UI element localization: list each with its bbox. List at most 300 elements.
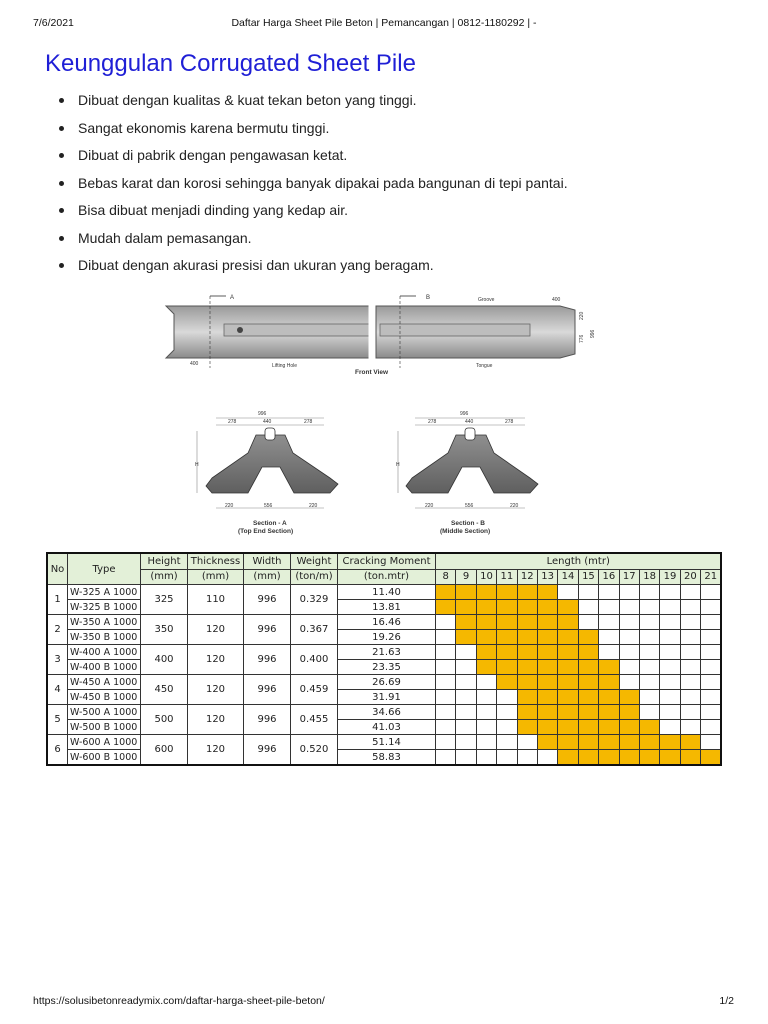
sec-a-220-right: 220 [309, 503, 318, 509]
length-cell-filled [599, 735, 619, 750]
unit-cracking: (ton.mtr) [338, 569, 436, 585]
length-cell-filled [517, 675, 537, 690]
front-view-label: Front View [355, 369, 389, 376]
cell-weight: 0.459 [291, 675, 338, 705]
length-cell [619, 645, 639, 660]
length-cell [660, 675, 680, 690]
length-cell-filled [517, 660, 537, 675]
length-header: 12 [517, 569, 537, 585]
cell-weight: 0.400 [291, 645, 338, 675]
length-cell [456, 660, 476, 675]
length-cell-filled [497, 630, 517, 645]
length-cell-filled [537, 585, 557, 600]
col-header-thickness: Thickness [188, 553, 244, 569]
length-cell [619, 630, 639, 645]
length-cell-filled [639, 720, 659, 735]
length-cell-filled [476, 645, 496, 660]
length-cell-filled [619, 750, 639, 766]
length-cell-filled [537, 615, 557, 630]
cell-type: W-450 A 1000 [68, 675, 141, 690]
length-cell [660, 585, 680, 600]
length-cell [436, 675, 456, 690]
unit-height: (mm) [141, 569, 188, 585]
list-item: Mudah dalam pemasangan. [58, 230, 568, 258]
section-a-marker: A [230, 295, 235, 301]
length-cell [680, 690, 700, 705]
list-item: Dibuat dengan kualitas & kuat tekan beton yang tinggi. [58, 92, 568, 120]
length-cell [639, 585, 659, 600]
length-cell-filled [456, 600, 476, 615]
length-cell-filled [558, 735, 578, 750]
length-cell [436, 705, 456, 720]
length-cell-filled [456, 585, 476, 600]
length-cell-filled [578, 660, 598, 675]
length-cell [436, 615, 456, 630]
length-cell [578, 585, 598, 600]
sec-b-title: Section - B [451, 520, 485, 527]
length-cell [476, 720, 496, 735]
cell-type: W-400 B 1000 [68, 660, 141, 675]
length-cell [680, 600, 700, 615]
sec-a-278-left: 278 [228, 419, 237, 425]
cell-height: 500 [141, 705, 188, 735]
length-cell [578, 600, 598, 615]
length-cell [680, 705, 700, 720]
cell-width: 996 [244, 735, 291, 766]
cell-weight: 0.329 [291, 585, 338, 615]
sec-b-subtitle: (Middle Section) [440, 528, 491, 535]
length-cell [436, 750, 456, 766]
length-cell-filled [599, 660, 619, 675]
list-item: Dibuat di pabrik dengan pengawasan ketat. [58, 147, 568, 175]
unit-thickness: (mm) [188, 569, 244, 585]
cell-type: W-500 A 1000 [68, 705, 141, 720]
cell-height: 400 [141, 645, 188, 675]
table-row [47, 645, 721, 660]
length-cell-filled [537, 705, 557, 720]
length-cell [497, 705, 517, 720]
cell-type: W-400 A 1000 [68, 645, 141, 660]
length-cell [639, 630, 659, 645]
length-header: 8 [436, 569, 456, 585]
cell-cracking: 34.66 [338, 705, 436, 720]
cell-type: W-600 A 1000 [68, 735, 141, 750]
length-cell [701, 720, 722, 735]
length-cell-filled [660, 750, 680, 766]
cell-no: 3 [47, 645, 68, 675]
length-cell [639, 660, 659, 675]
length-cell [701, 630, 722, 645]
length-cell-filled [517, 645, 537, 660]
col-header-height: Height [141, 553, 188, 569]
length-cell-filled [660, 735, 680, 750]
length-cell-filled [558, 705, 578, 720]
length-cell [456, 720, 476, 735]
unit-width: (mm) [244, 569, 291, 585]
length-cell-filled [558, 645, 578, 660]
length-cell [476, 750, 496, 766]
length-cell-filled [456, 615, 476, 630]
length-cell [701, 645, 722, 660]
cell-type: W-325 A 1000 [68, 585, 141, 600]
length-cell [517, 735, 537, 750]
length-cell-filled [558, 690, 578, 705]
col-header-no: No [47, 553, 68, 585]
length-cell-filled [476, 600, 496, 615]
cell-width: 996 [244, 585, 291, 615]
cell-height: 450 [141, 675, 188, 705]
length-cell-filled [558, 660, 578, 675]
length-cell [701, 600, 722, 615]
cell-width: 996 [244, 645, 291, 675]
length-cell [701, 675, 722, 690]
list-item: Dibuat dengan akurasi presisi dan ukuran yang beragam. [58, 257, 568, 285]
advantages-list [58, 92, 568, 285]
length-cell [660, 720, 680, 735]
length-cell-filled [517, 585, 537, 600]
sec-a-556: 556 [264, 503, 273, 509]
sec-b-278-left: 278 [428, 419, 437, 425]
cell-type: W-325 B 1000 [68, 600, 141, 615]
length-cell-filled [701, 750, 722, 766]
length-cell-filled [497, 585, 517, 600]
length-cell [497, 735, 517, 750]
length-cell-filled [476, 585, 496, 600]
col-header-width: Width [244, 553, 291, 569]
table-row [47, 675, 721, 690]
length-cell-filled [497, 600, 517, 615]
length-cell [436, 735, 456, 750]
length-cell [476, 690, 496, 705]
cell-width: 996 [244, 615, 291, 645]
sec-a-height: H [195, 462, 199, 468]
length-cell-filled [456, 630, 476, 645]
section-a-profile [197, 418, 338, 508]
length-cell [497, 690, 517, 705]
cell-type: W-500 B 1000 [68, 720, 141, 735]
length-cell [660, 600, 680, 615]
length-cell [680, 720, 700, 735]
length-header: 19 [660, 569, 680, 585]
length-cell [701, 735, 722, 750]
length-header: 21 [701, 569, 722, 585]
length-cell [476, 705, 496, 720]
sec-b-278-right: 278 [505, 419, 514, 425]
length-cell [680, 675, 700, 690]
length-cell-filled [578, 735, 598, 750]
cell-cracking: 16.46 [338, 615, 436, 630]
length-cell-filled [537, 720, 557, 735]
length-cell [436, 660, 456, 675]
cell-cracking: 19.26 [338, 630, 436, 645]
lifting-hole-label: Lifting Hole [272, 363, 298, 369]
sec-b-556: 556 [465, 503, 474, 509]
sheet-pile-spec-table [46, 552, 722, 766]
length-cell-filled [517, 615, 537, 630]
length-cell [701, 690, 722, 705]
length-cell-filled [497, 615, 517, 630]
length-header: 11 [497, 569, 517, 585]
length-cell [639, 645, 659, 660]
sec-b-width: 996 [460, 411, 469, 417]
length-cell-filled [537, 630, 557, 645]
unit-weight: (ton/m) [291, 569, 338, 585]
length-cell [436, 630, 456, 645]
length-cell [619, 660, 639, 675]
lifting-hole-icon [237, 327, 243, 333]
length-cell [701, 660, 722, 675]
cell-type: W-600 B 1000 [68, 750, 141, 766]
cell-height: 325 [141, 585, 188, 615]
length-cell-filled [578, 705, 598, 720]
length-cell-filled [619, 690, 639, 705]
length-cell-filled [578, 690, 598, 705]
cell-cracking: 21.63 [338, 645, 436, 660]
length-cell [537, 750, 557, 766]
length-cell [599, 630, 619, 645]
length-cell-filled [599, 720, 619, 735]
length-cell-filled [537, 660, 557, 675]
cell-no: 2 [47, 615, 68, 645]
sec-b-220-left: 220 [425, 503, 434, 509]
length-cell-filled [619, 720, 639, 735]
length-cell [456, 690, 476, 705]
col-header-cracking: Cracking Moment [338, 553, 436, 569]
sec-a-278-right: 278 [304, 419, 313, 425]
length-cell-filled [558, 630, 578, 645]
length-cell [456, 675, 476, 690]
length-cell [639, 690, 659, 705]
length-header: 15 [578, 569, 598, 585]
table-row [47, 735, 721, 750]
length-cell-filled [476, 630, 496, 645]
length-cell-filled [578, 645, 598, 660]
cell-cracking: 11.40 [338, 585, 436, 600]
length-cell-filled [599, 690, 619, 705]
length-header: 16 [599, 569, 619, 585]
length-cell [639, 600, 659, 615]
cell-no: 6 [47, 735, 68, 766]
length-cell-filled [537, 735, 557, 750]
col-header-weight: Weight [291, 553, 338, 569]
cell-cracking: 31.91 [338, 690, 436, 705]
length-cell [660, 660, 680, 675]
length-cell [619, 675, 639, 690]
cell-weight: 0.455 [291, 705, 338, 735]
length-cell-filled [599, 705, 619, 720]
length-cell [578, 615, 598, 630]
cell-width: 996 [244, 705, 291, 735]
sheet-pile-technical-drawing [160, 288, 610, 543]
length-cell-filled [639, 750, 659, 766]
list-item: Bebas karat dan korosi sehingga banyak dipakai pada bangunan di tepi pantai. [58, 175, 568, 203]
cell-thickness: 120 [188, 645, 244, 675]
cell-no: 4 [47, 675, 68, 705]
cell-no: 5 [47, 705, 68, 735]
length-cell-filled [476, 615, 496, 630]
length-cell [619, 585, 639, 600]
dim-400-left: 400 [190, 361, 199, 367]
cell-cracking: 13.81 [338, 600, 436, 615]
tongue-label: Tongue [476, 363, 493, 369]
length-cell [436, 720, 456, 735]
length-cell [497, 720, 517, 735]
length-cell [701, 615, 722, 630]
sec-a-220-left: 220 [225, 503, 234, 509]
length-cell [639, 675, 659, 690]
length-cell-filled [558, 600, 578, 615]
cell-thickness: 120 [188, 705, 244, 735]
length-cell-filled [476, 660, 496, 675]
list-item: Sangat ekonomis karena bermutu tinggi. [58, 120, 568, 148]
length-cell [660, 690, 680, 705]
length-cell [701, 585, 722, 600]
length-cell [660, 705, 680, 720]
length-cell [599, 645, 619, 660]
length-cell-filled [599, 675, 619, 690]
print-page-title: Daftar Harga Sheet Pile Beton | Pemancangan | 0812-1180292 | - [231, 17, 537, 29]
length-cell [619, 615, 639, 630]
length-cell-filled [680, 735, 700, 750]
dim-776: 776 [579, 334, 585, 343]
cell-thickness: 120 [188, 735, 244, 766]
length-cell-filled [578, 675, 598, 690]
length-cell [476, 735, 496, 750]
length-cell-filled [436, 600, 456, 615]
length-cell [680, 585, 700, 600]
length-cell-filled [558, 615, 578, 630]
length-cell [456, 750, 476, 766]
length-cell-filled [517, 720, 537, 735]
cell-cracking: 51.14 [338, 735, 436, 750]
length-header: 18 [639, 569, 659, 585]
length-cell [660, 630, 680, 645]
length-cell-filled [537, 645, 557, 660]
length-cell-filled [599, 750, 619, 766]
list-item: Bisa dibuat menjadi dinding yang kedap air. [58, 202, 568, 230]
table-row [47, 615, 721, 630]
length-cell-filled [578, 720, 598, 735]
length-cell [680, 645, 700, 660]
section-b-marker: B [426, 295, 431, 301]
print-date: 7/6/2021 [33, 17, 74, 29]
length-cell-filled [578, 750, 598, 766]
length-cell-filled [517, 705, 537, 720]
cell-thickness: 120 [188, 675, 244, 705]
length-cell [701, 705, 722, 720]
length-cell [619, 600, 639, 615]
sec-b-220-right: 220 [510, 503, 519, 509]
length-cell [599, 585, 619, 600]
page-number: 1/2 [719, 995, 734, 1007]
length-cell-filled [517, 630, 537, 645]
cell-type: W-450 B 1000 [68, 690, 141, 705]
cell-thickness: 110 [188, 585, 244, 615]
length-cell-filled [497, 660, 517, 675]
length-cell-filled [537, 600, 557, 615]
cell-width: 996 [244, 675, 291, 705]
length-cell-filled [517, 690, 537, 705]
cell-weight: 0.520 [291, 735, 338, 766]
sec-a-width: 996 [258, 411, 267, 417]
length-cell-filled [558, 720, 578, 735]
length-cell [660, 645, 680, 660]
length-cell-filled [497, 675, 517, 690]
page-url: https://solusibetonreadymix.com/daftar-harga-sheet-pile-beton/ [33, 995, 325, 1007]
length-cell [599, 600, 619, 615]
front-view-beam [166, 296, 575, 368]
length-cell [599, 615, 619, 630]
length-cell [558, 585, 578, 600]
length-cell [517, 750, 537, 766]
sec-a-title: Section - A [253, 520, 287, 527]
cell-weight: 0.367 [291, 615, 338, 645]
sec-a-subtitle: (Top End Section) [238, 528, 294, 535]
sec-b-height: H [396, 462, 400, 468]
length-cell [680, 660, 700, 675]
length-cell-filled [537, 675, 557, 690]
length-cell [436, 645, 456, 660]
length-header: 13 [537, 569, 557, 585]
cell-cracking: 26.69 [338, 675, 436, 690]
cell-cracking: 41.03 [338, 720, 436, 735]
length-cell [456, 645, 476, 660]
length-cell-filled [619, 735, 639, 750]
cell-cracking: 23.35 [338, 660, 436, 675]
length-header: 14 [558, 569, 578, 585]
groove-label: Groove [478, 297, 495, 303]
dim-400-right: 400 [552, 297, 561, 303]
cell-cracking: 58.83 [338, 750, 436, 766]
dim-220: 220 [579, 311, 585, 320]
length-header: 9 [456, 569, 476, 585]
length-cell-filled [558, 750, 578, 766]
length-cell-filled [578, 630, 598, 645]
cell-no: 1 [47, 585, 68, 615]
length-cell [680, 615, 700, 630]
length-header: 20 [680, 569, 700, 585]
table-row [47, 585, 721, 600]
length-cell [456, 735, 476, 750]
section-b-profile [398, 418, 538, 508]
length-cell [497, 750, 517, 766]
length-cell [436, 690, 456, 705]
table-row [47, 705, 721, 720]
length-cell-filled [537, 690, 557, 705]
length-cell-filled [639, 735, 659, 750]
cell-height: 350 [141, 615, 188, 645]
cell-type: W-350 B 1000 [68, 630, 141, 645]
length-cell-filled [517, 600, 537, 615]
length-cell [660, 615, 680, 630]
length-header: 17 [619, 569, 639, 585]
length-cell [639, 615, 659, 630]
length-cell [456, 705, 476, 720]
col-header-type: Type [68, 553, 141, 585]
length-cell [476, 675, 496, 690]
cell-type: W-350 A 1000 [68, 615, 141, 630]
length-cell [639, 705, 659, 720]
sec-a-440: 440 [263, 419, 272, 425]
col-header-length: Length (mtr) [436, 553, 722, 569]
dim-996: 996 [590, 329, 596, 338]
cell-thickness: 120 [188, 615, 244, 645]
length-cell-filled [497, 645, 517, 660]
cell-height: 600 [141, 735, 188, 766]
length-cell-filled [680, 750, 700, 766]
length-cell-filled [436, 585, 456, 600]
sec-b-440: 440 [465, 419, 474, 425]
